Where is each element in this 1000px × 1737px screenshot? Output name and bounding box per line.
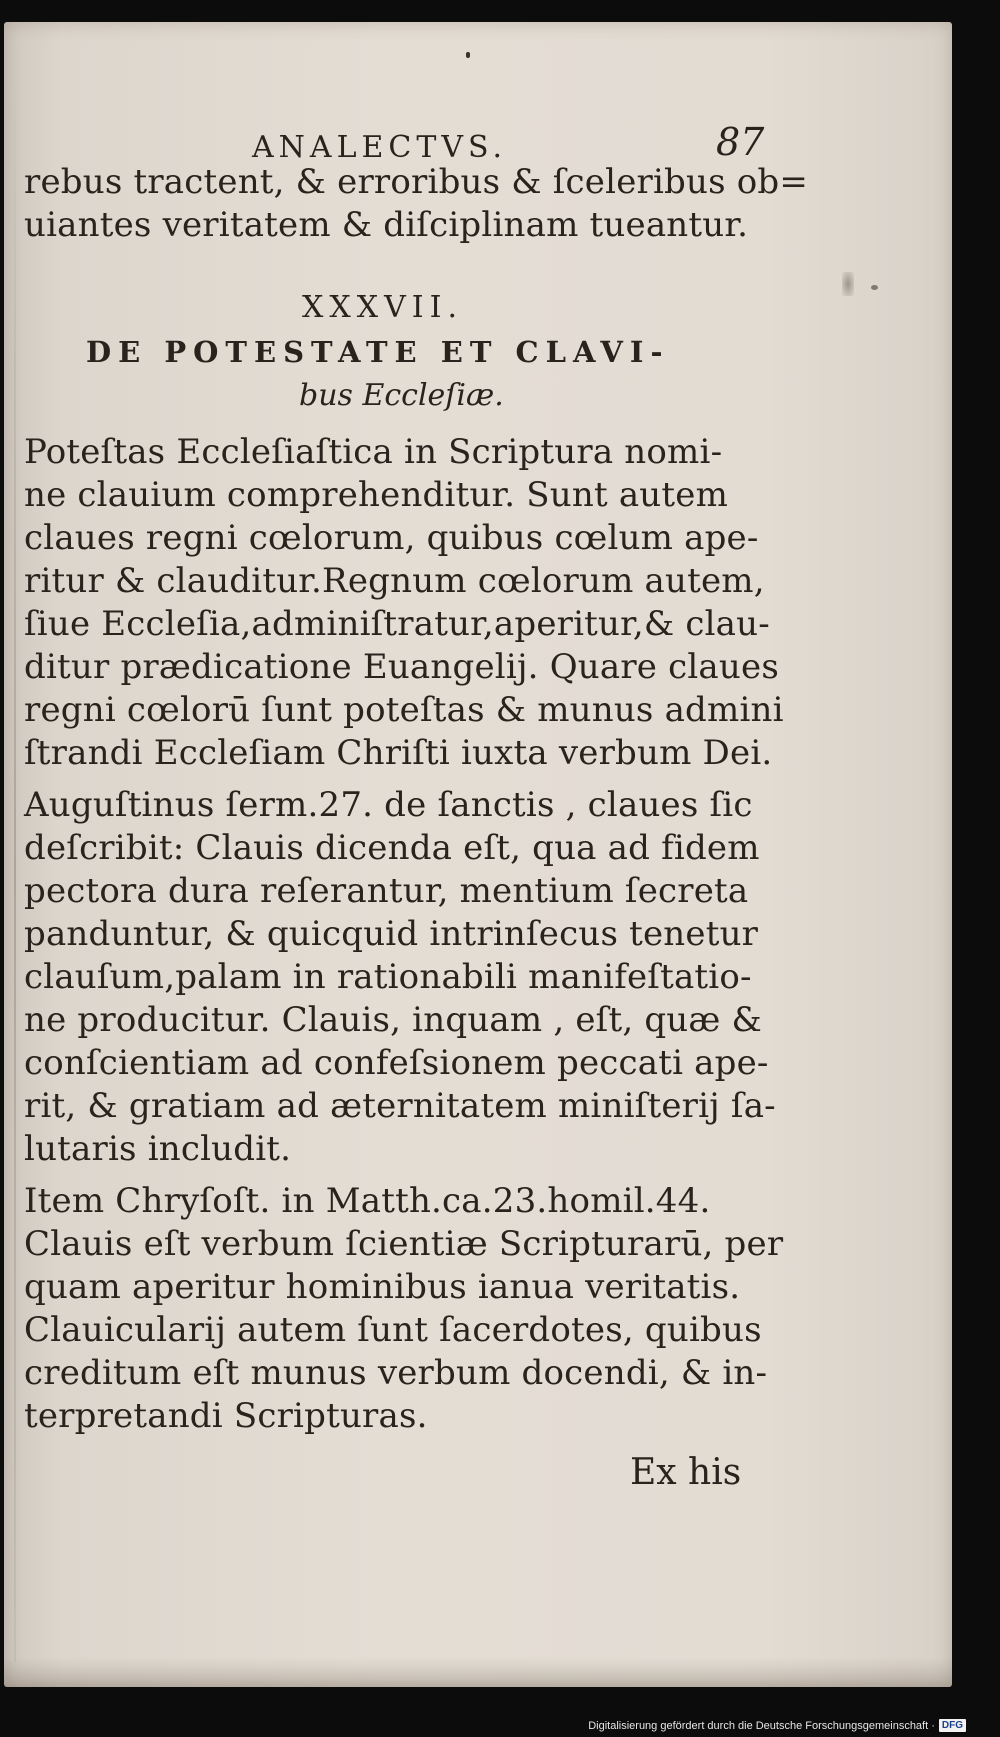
- text-line: regni cœlorū ſunt poteſtas & munus admini: [24, 690, 784, 730]
- text-line: quam aperitur hominibus ianua veritatis.: [24, 1267, 741, 1307]
- text-line: uiantes veritatem & diſciplinam tueantur.: [24, 205, 749, 245]
- digitization-credit: [588, 1719, 966, 1732]
- credit-text: Digitalisierung gefördert durch die Deutsche Forschungsgemeinschaft ·: [588, 1719, 935, 1732]
- text-line: rebus tractent, & erroribus & ſceleribus ob=: [24, 162, 809, 202]
- text-line: ſtrandi Eccleſiam Chriſti iuxta verbum Dei.: [24, 733, 773, 773]
- text-line: Item Chryſoſt. in Matth.ca.23.homil.44.: [24, 1181, 711, 1221]
- catchword: Ex his: [630, 1452, 742, 1493]
- ink-spot: [466, 52, 470, 58]
- page-gutter-shadow: [14, 82, 16, 1662]
- text-line: panduntur, & quicquid intrinſecus tenetur: [24, 914, 759, 954]
- text-line: Poteſtas Eccleſiaſtica in Scriptura nomi-: [24, 432, 723, 472]
- dfg-logo-icon[interactable]: DFG: [939, 1719, 966, 1732]
- text-line: deſcribit: Clauis dicenda eſt, qua ad fidem: [24, 828, 760, 868]
- text-line: claues regni cœlorum, quibus cœlum ape-: [24, 518, 759, 558]
- text-line: creditum eſt munus verbum docendi, & in-: [24, 1353, 768, 1393]
- chapter-title-continuation: bus Eccleſiæ.: [299, 378, 504, 413]
- text-line: ſiue Eccleſia,adminiſtratur,aperitur,& clau-: [24, 604, 770, 644]
- text-line: rit, & gratiam ad æternitatem miniſterij ſa-: [24, 1086, 776, 1126]
- running-head: ANALECTVS.: [252, 130, 508, 165]
- text-line: conſcientiam ad confeſsionem peccati ape-: [24, 1043, 769, 1083]
- book-page: [4, 22, 952, 1687]
- text-line: ne producitur. Clauis, inquam , eſt, quæ &: [24, 1000, 763, 1040]
- text-line: Clauicularij autem ſunt ſacerdotes, quibus: [24, 1310, 762, 1350]
- margin-stain: [842, 272, 854, 296]
- margin-ink-spot: [871, 285, 878, 290]
- chapter-number: XXXVII.: [302, 290, 463, 325]
- text-line: lutaris includit.: [24, 1129, 292, 1169]
- text-line: Clauis eſt verbum ſcientiæ Scripturarū, per: [24, 1224, 784, 1264]
- text-line: ditur prædicatione Euangelij. Quare claues: [24, 647, 779, 687]
- chapter-title: DE POTESTATE ET CLAVI-: [86, 335, 670, 369]
- text-line: terpretandi Scripturas.: [24, 1396, 428, 1436]
- page-number: 87: [716, 120, 765, 164]
- text-line: ritur & clauditur.Regnum cœlorum autem,: [24, 561, 765, 601]
- text-line: ne clauium comprehenditur. Sunt autem: [24, 475, 729, 515]
- text-line: Auguſtinus ſerm.27. de ſanctis , claues ſic: [24, 785, 753, 825]
- text-line: clauſum,palam in rationabili manifeſtatio-: [24, 957, 752, 997]
- text-line: pectora dura reſerantur, mentium ſecreta: [24, 871, 749, 911]
